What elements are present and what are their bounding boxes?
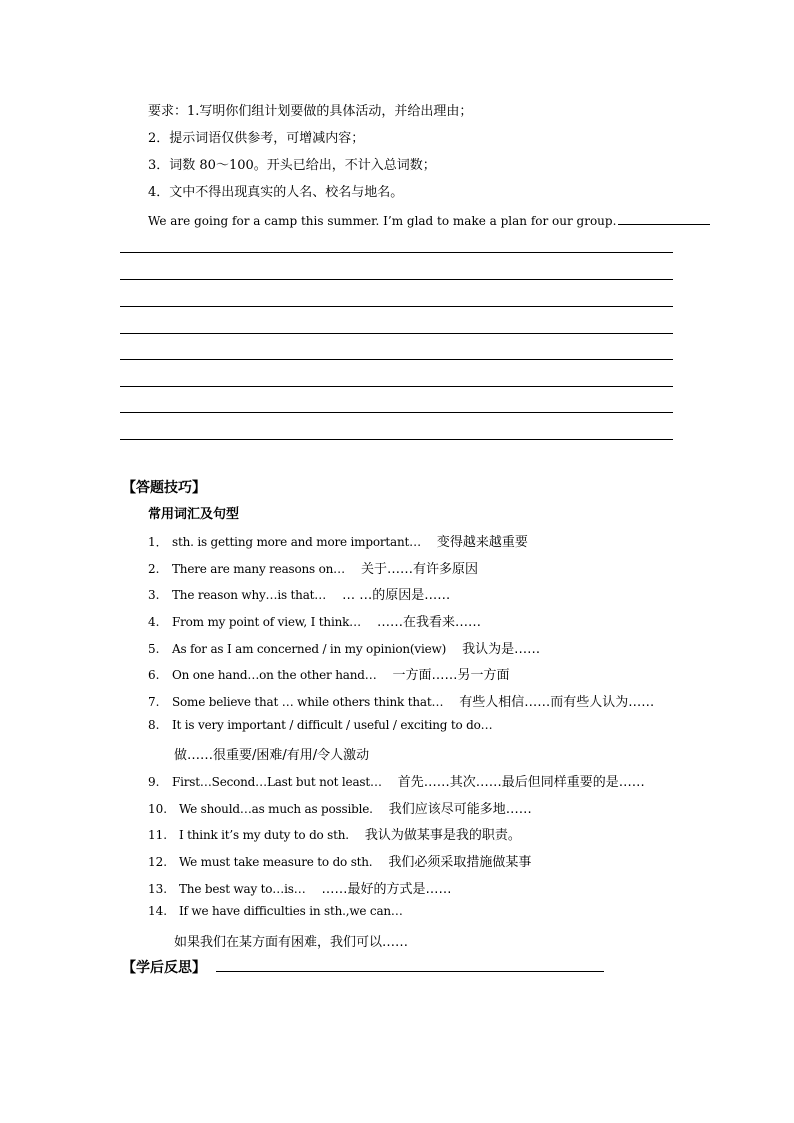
requirement-4: 4．文中不得出现真实的人名、校名与地名。 (148, 185, 404, 200)
reflection-line[interactable] (216, 971, 604, 972)
phrase-item (148, 691, 654, 710)
phrase-item (148, 611, 481, 630)
phrase-english: First…Second…Last but not least… (172, 775, 382, 789)
phrase-chinese: 我们应该尽可能多地…… (388, 802, 532, 817)
phrase-number: 6. (148, 668, 160, 682)
phrase-english: We should…as much as possible. (179, 802, 373, 816)
writing-line[interactable] (120, 279, 673, 280)
phrase-item (148, 531, 528, 550)
phrase-item (148, 664, 510, 683)
phrase-english: If we have difficulties in sth.,we can… (179, 904, 403, 918)
phrase-english: I think it’s my duty to do sth. (179, 828, 349, 842)
phrase-number: 10. (148, 802, 168, 816)
phrase-chinese: 我认为做某事是我的职责。 (364, 828, 521, 843)
phrase-english: On one hand…on the other hand… (172, 668, 377, 682)
requirement-2: 2．提示词语仅供参考，可增减内容； (148, 131, 365, 146)
phrase-chinese: ……在我看来…… (376, 615, 481, 630)
phrase-item (148, 558, 478, 577)
vocab-title: 常用词汇及句型 (148, 507, 240, 522)
phrase-number: 13. (148, 882, 168, 896)
phrase-chinese: 我们必须采取措施做某事 (388, 855, 532, 870)
writing-line[interactable] (120, 386, 673, 387)
phrase-chinese: 关于……有许多原因 (360, 562, 478, 577)
phrase-item (148, 824, 521, 843)
phrase-number: 14. (148, 904, 168, 918)
writing-line[interactable] (120, 412, 673, 413)
phrase-chinese: 一方面……另一方面 (392, 668, 510, 683)
phrase-number: 7. (148, 695, 160, 709)
phrase-number: 11. (148, 828, 168, 842)
phrase-english: From my point of view, I think… (172, 615, 361, 629)
phrase-item (148, 878, 452, 897)
phrase-english: As for as I am concerned / in my opinion(view) (172, 642, 447, 656)
writing-line[interactable] (120, 439, 673, 440)
requirement-3: 3．词数 80～100。开头已给出，不计入总词数； (148, 158, 436, 173)
phrase-number: 9. (148, 775, 160, 789)
requirement-1: 要求：1.写明你们组计划要做的具体活动，并给出理由； (148, 104, 473, 119)
phrase-chinese: … …的原因是…… (342, 588, 451, 603)
phrase-item (148, 638, 540, 657)
intro-sentence-row (148, 212, 710, 228)
intro-sentence: We are going for a camp this summer. I’m glad to make a plan for our group. (148, 214, 617, 228)
phrase-number: 5. (148, 642, 160, 656)
writing-line[interactable] (120, 333, 673, 334)
phrase-chinese: 变得越来越重要 (436, 535, 528, 550)
phrase-chinese: ……最好的方式是…… (321, 882, 452, 897)
phrase-number: 8. (148, 718, 160, 732)
reflection-title: 【学后反思】 (122, 960, 206, 976)
phrase-item (148, 851, 531, 870)
phrase-8-chinese: 做……很重要/困难/有用/令人激动 (174, 748, 370, 763)
phrase-item (148, 904, 403, 918)
phrase-number: 12. (148, 855, 168, 869)
answer-blank[interactable] (618, 212, 710, 225)
phrase-chinese: 我认为是…… (462, 642, 541, 657)
writing-line[interactable] (120, 359, 673, 360)
phrase-english: There are many reasons on… (172, 562, 345, 576)
phrase-item (148, 718, 492, 732)
tips-title: 【答题技巧】 (122, 480, 206, 496)
phrase-item (148, 771, 645, 790)
phrase-chinese: 有些人相信……而有些人认为…… (459, 695, 655, 710)
phrase-english: It is very important / difficult / useful / exciting to do… (172, 718, 493, 732)
phrase-number: 2. (148, 562, 160, 576)
phrase-english: Some believe that … while others think that… (172, 695, 444, 709)
phrase-item (148, 798, 532, 817)
phrase-item (148, 584, 450, 603)
phrase-number: 4. (148, 615, 160, 629)
phrase-number: 1． (148, 535, 168, 549)
phrase-english: We must take measure to do sth. (179, 855, 373, 869)
phrase-chinese: 首先……其次……最后但同样重要的是…… (397, 775, 645, 790)
writing-line[interactable] (120, 306, 673, 307)
phrase-english: The best way to…is… (179, 882, 306, 896)
writing-line[interactable] (120, 252, 673, 253)
phrase-14-chinese: 如果我们在某方面有困难，我们可以…… (174, 935, 409, 950)
phrase-number: 3. (148, 588, 160, 602)
phrase-english: sth. is getting more and more important… (172, 535, 421, 549)
phrase-english: The reason why…is that… (172, 588, 327, 602)
